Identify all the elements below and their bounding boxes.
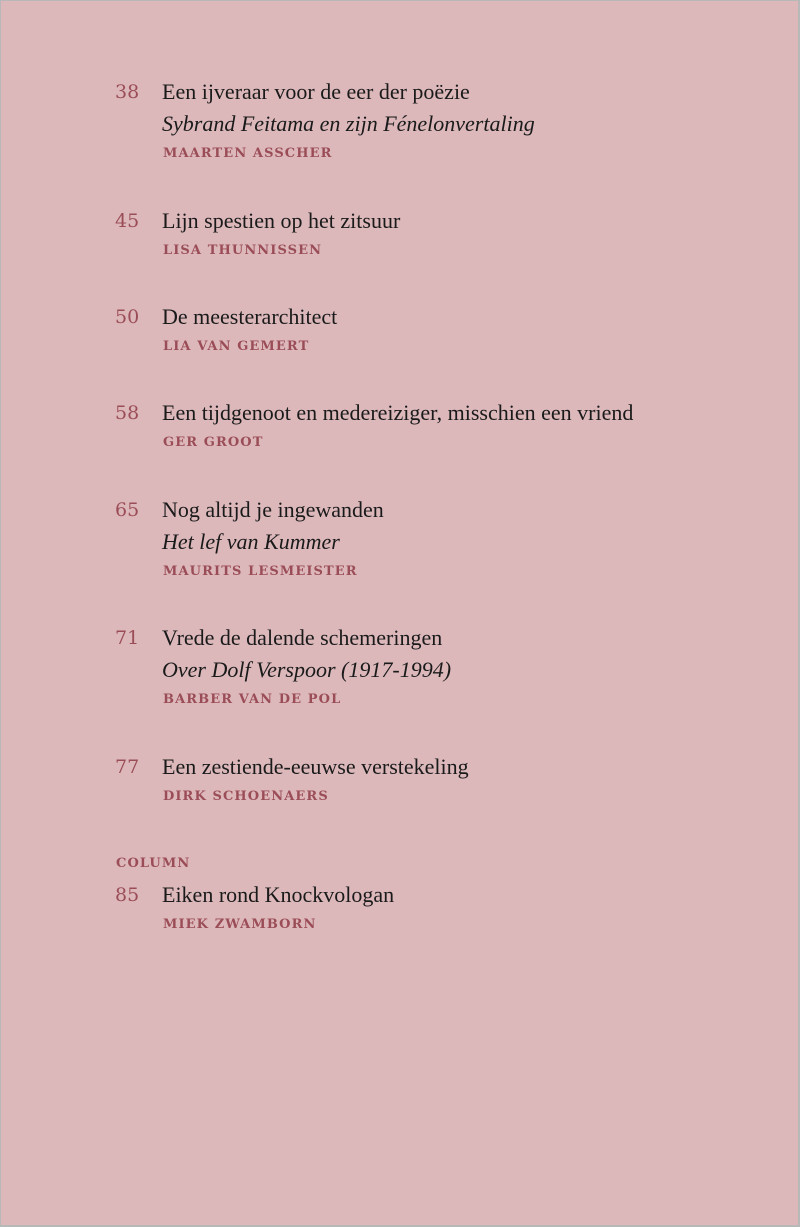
page-number: 85 [115,884,140,906]
article-subtitle: Het lef van Kummer [162,529,340,554]
article-author: LISA THUNNISSEN [163,243,323,258]
article-title: Een ijveraar voor de eer der poëzie [162,79,470,104]
article-title: Lijn spestien op het zitsuur [162,208,401,233]
article-title: Een tijdgenoot en medereiziger, misschien een vriend [162,400,634,425]
article-author: GER GROOT [163,435,264,450]
page-number: 38 [115,81,140,103]
article-subtitle: Sybrand Feitama en zijn Fénelonvertaling [162,111,535,136]
article-title: Vrede de dalende schemeringen [162,625,443,650]
article-author: MAURITS LESMEISTER [163,564,358,579]
article-title: Nog altijd je ingewanden [162,497,384,522]
article-author: MIEK ZWAMBORN [163,917,317,932]
page-number: 77 [115,756,140,778]
article-title: Eiken rond Knockvologan [162,882,395,907]
article-author: MAARTEN ASSCHER [163,146,333,161]
page-number: 65 [115,499,140,521]
page-number: 58 [115,402,140,424]
table-of-contents-page [1,1,798,1225]
page-number: 45 [115,210,140,232]
article-author: BARBER VAN DE POL [163,692,342,707]
article-author: LIA VAN GEMERT [163,339,310,354]
page-number: 50 [115,306,140,328]
article-author: DIRK SCHOENAERS [163,789,329,804]
article-subtitle: Over Dolf Verspoor (1917-1994) [162,657,452,682]
article-title: Een zestiende-eeuwse verstekeling [162,754,469,779]
article-title: De meesterarchitect [162,304,338,329]
page-number: 71 [115,627,140,649]
column-section-label: COLUMN [116,856,191,871]
